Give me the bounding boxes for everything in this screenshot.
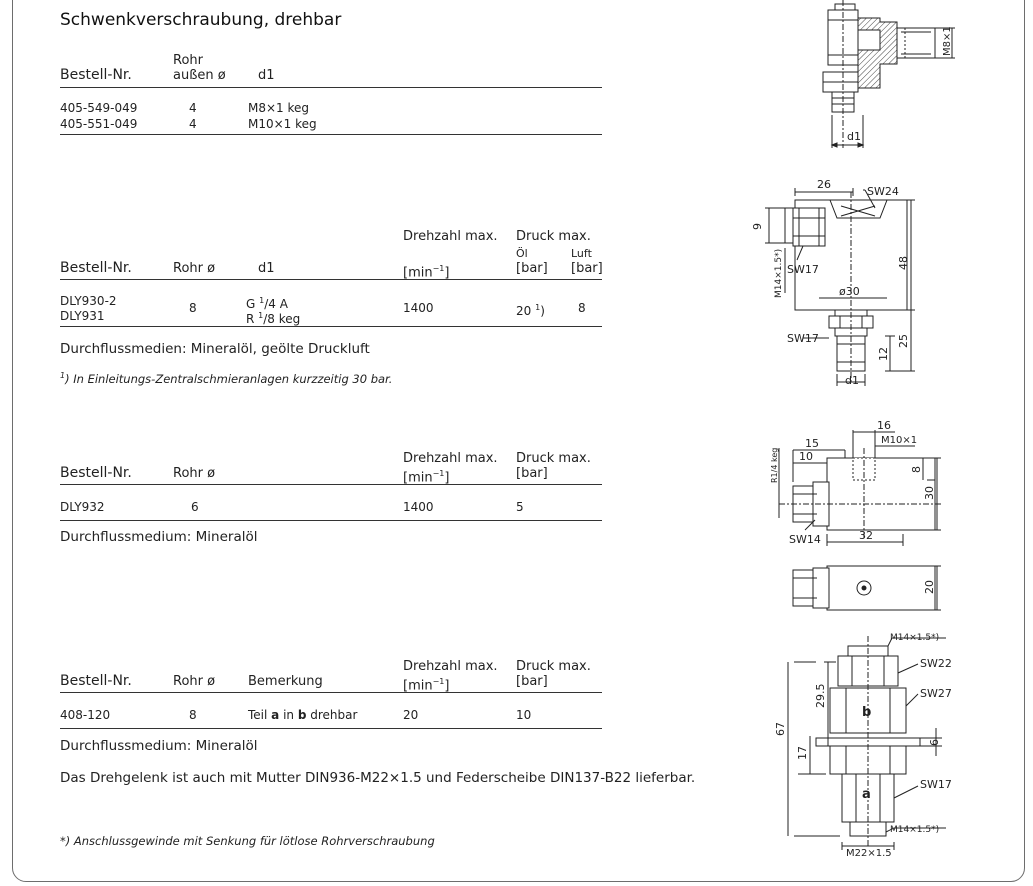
header-bestell-nr: Bestell-Nr. xyxy=(60,260,132,276)
header-drehzahl: Drehzahl max. xyxy=(403,659,498,674)
table-row-2-d1: M10×1 keg xyxy=(248,117,317,131)
header-bestell-nr: Bestell-Nr. xyxy=(60,67,132,83)
header-rohr-line1: Rohr xyxy=(173,53,203,68)
label-sw22: SW22 xyxy=(920,657,952,670)
label-20: 20 xyxy=(923,580,936,594)
footnote-1: $^1$) In Einleitungs-Zentralschmieranlagen kurzzeitig 30 bar. xyxy=(60,371,393,386)
table-row-drehzahl: 20 xyxy=(403,708,419,722)
label-26: 26 xyxy=(817,178,831,191)
label-m14-top: M14×1.5*) xyxy=(890,633,940,643)
table-row-2-rohr: 4 xyxy=(189,117,197,131)
table-header xyxy=(60,50,602,88)
table-body xyxy=(60,88,602,135)
header-druck-unit: [bar] xyxy=(516,674,548,689)
label-10: 10 xyxy=(799,450,813,463)
label-30: 30 xyxy=(923,486,936,500)
label-25: 25 xyxy=(897,334,910,348)
label-12: 12 xyxy=(877,347,890,361)
header-oel: Öl xyxy=(516,247,528,260)
note-availability: Das Drehgelenk ist auch mit Mutter DIN936-M22×1.5 und Federscheibe DIN137-B22 lieferbar. xyxy=(60,770,696,786)
label-d1: d1 xyxy=(845,374,859,387)
drawing-408-120 xyxy=(770,628,970,858)
table-dly932 xyxy=(60,448,602,521)
table-row-nr1: DLY930-2 xyxy=(60,294,117,308)
drawing-dly932 xyxy=(765,418,945,613)
header-druck: Druck max. xyxy=(516,659,591,674)
label-15: 15 xyxy=(805,437,819,450)
table-row-rohr: 8 xyxy=(189,301,197,315)
table-header xyxy=(60,448,602,485)
table-row-druck: 5 xyxy=(516,500,524,514)
table-row-2-nr: 405-551-049 xyxy=(60,117,138,131)
header-rohr: Rohr ø xyxy=(173,261,216,276)
table-row-drehzahl: 1400 xyxy=(403,500,434,514)
table-header xyxy=(60,226,602,280)
table-row-nr2: DLY931 xyxy=(60,309,105,323)
footnote-thread: *) Anschlussgewinde mit Senkung für lötlose Rohrverschraubung xyxy=(60,834,435,848)
label-sw14: SW14 xyxy=(789,533,821,546)
label-17: 17 xyxy=(796,746,809,760)
label-m14: M14×1.5*) xyxy=(774,248,784,298)
table-row-rohr: 8 xyxy=(189,708,197,722)
table-body xyxy=(60,280,602,327)
label-sw17b: SW17 xyxy=(787,332,819,345)
label-16: 16 xyxy=(877,419,891,432)
header-rohr: Rohr ø xyxy=(173,466,216,481)
header-luft: Luft xyxy=(571,247,592,260)
drawing-dly930 xyxy=(745,178,925,388)
label-48: 48 xyxy=(897,256,910,270)
header-bemerkung: Bemerkung xyxy=(248,674,323,689)
header-bestell-nr: Bestell-Nr. xyxy=(60,673,132,689)
label-b: b xyxy=(862,705,872,720)
header-d1: d1 xyxy=(258,261,275,276)
label-o30: ø30 xyxy=(839,285,860,298)
header-oel-unit: [bar] xyxy=(516,261,548,276)
header-rohr: Rohr ø xyxy=(173,674,216,689)
label-m10: M10×1 xyxy=(881,435,918,446)
label-d1: d1 xyxy=(847,130,861,143)
label-a: a xyxy=(862,787,871,802)
label-m14-bottom: M14×1.5*) xyxy=(890,825,940,835)
drawing-swivel-fitting xyxy=(805,0,965,150)
label-sw27: SW27 xyxy=(920,687,952,700)
header-luft-unit: [bar] xyxy=(571,261,603,276)
header-rohr-line2: außen ø xyxy=(173,68,226,83)
table-row-d1-b: R $^1$/8 keg xyxy=(246,311,301,326)
note-media: Durchflussmedium: Mineralöl xyxy=(60,738,258,754)
note-media: Durchflussmedium: Mineralöl xyxy=(60,529,258,545)
note-media: Durchflussmedien: Mineralöl, geölte Druckluft xyxy=(60,341,370,357)
table-body xyxy=(60,485,602,521)
header-bestell-nr: Bestell-Nr. xyxy=(60,465,132,481)
table-row-1-rohr: 4 xyxy=(189,101,197,115)
page-title: Schwenkverschraubung, drehbar xyxy=(60,10,342,30)
table-swivel-fitting xyxy=(60,50,602,135)
label-67: 67 xyxy=(774,722,787,736)
table-row-drehzahl: 1400 xyxy=(403,301,434,315)
header-druck: Druck max. xyxy=(516,229,591,244)
table-row-d1-a: G $^1$/4 A xyxy=(246,296,288,311)
header-drehzahl: Drehzahl max. xyxy=(403,229,498,244)
label-m22: M22×1.5 xyxy=(846,848,892,858)
table-row-druck: 10 xyxy=(516,708,532,722)
table-row-rohr: 6 xyxy=(191,500,199,514)
header-drehzahl-unit: $[\min^{-1}]$ xyxy=(403,469,450,486)
label-m8: M8×1 xyxy=(942,26,953,56)
header-drehzahl-unit: $[\min^{-1}]$ xyxy=(403,677,450,694)
label-8: 8 xyxy=(910,466,923,473)
header-drehzahl-unit: $[\min^{-1}]$ xyxy=(403,264,450,281)
table-row-nr: 408-120 xyxy=(60,708,111,722)
header-druck: Druck max. xyxy=(516,451,591,466)
label-sw17a: SW17 xyxy=(787,263,819,276)
table-row-bemerkung: Teil a in b drehbar xyxy=(248,708,358,722)
table-row-oel: 20 $^1$) xyxy=(516,303,545,318)
header-druck-unit: [bar] xyxy=(516,466,548,481)
table-dly930 xyxy=(60,226,602,327)
label-29-5: 29.5 xyxy=(814,683,827,708)
header-drehzahl: Drehzahl max. xyxy=(403,451,498,466)
table-408-120 xyxy=(60,656,602,729)
label-r14: R1/4 keg xyxy=(770,447,779,483)
table-body xyxy=(60,693,602,729)
table-row-luft: 8 xyxy=(578,301,586,315)
label-9: 9 xyxy=(751,223,764,230)
table-row-nr: DLY932 xyxy=(60,500,105,514)
table-row-1-d1: M8×1 keg xyxy=(248,101,310,115)
header-d1: d1 xyxy=(258,68,275,83)
table-header xyxy=(60,656,602,693)
label-32: 32 xyxy=(859,529,873,542)
label-6: 6 xyxy=(928,739,941,746)
table-row-1-nr: 405-549-049 xyxy=(60,101,138,115)
label-sw17: SW17 xyxy=(920,778,952,791)
label-sw24: SW24 xyxy=(867,185,899,198)
